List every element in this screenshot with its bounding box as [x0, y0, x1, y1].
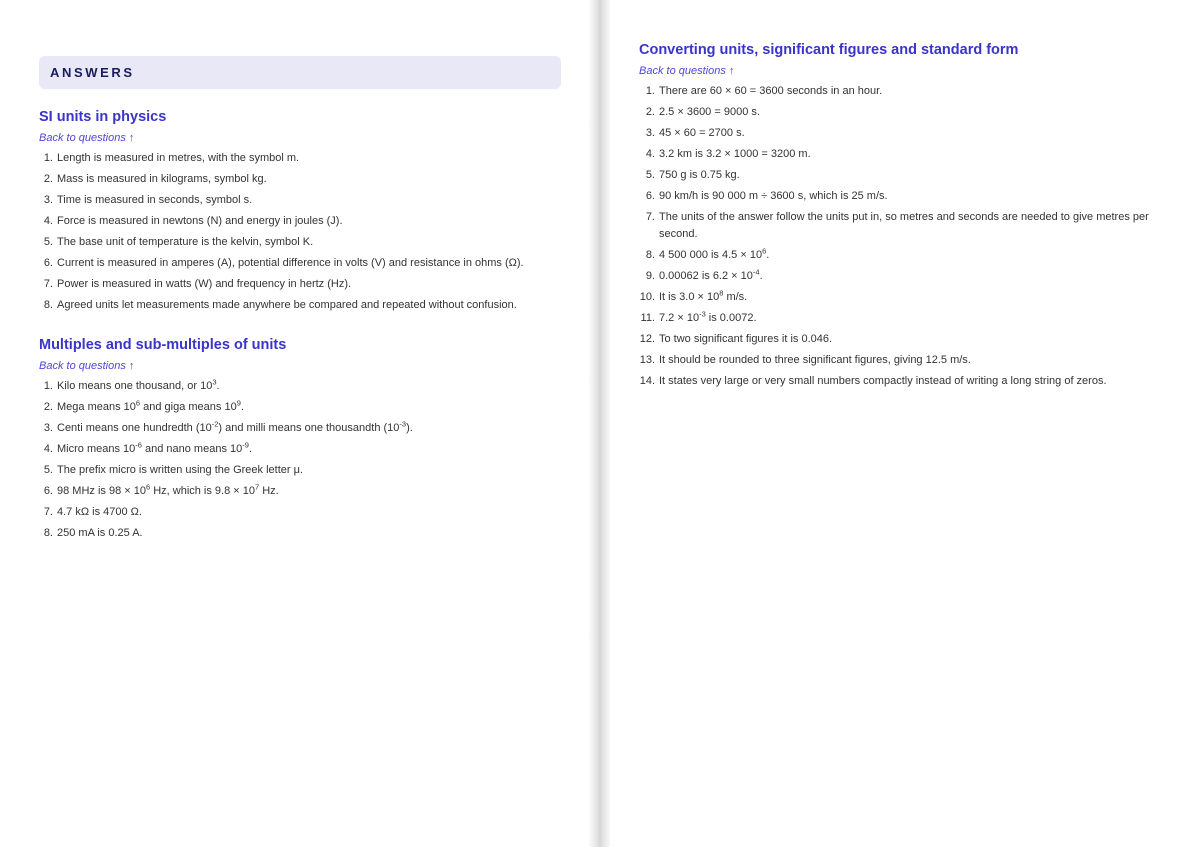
answer-number: 5.: [43, 464, 53, 476]
answer-list: [39, 378, 579, 546]
answer-text: Current is measured in amperes (A), potential difference in volts (V) and resistance in ohms (Ω).: [57, 257, 524, 269]
answers-banner: [39, 56, 561, 89]
answer-number: 6.: [645, 190, 655, 202]
answer-number: 2.: [645, 106, 655, 118]
answer-text: Micro means $10^{-6}$ and nano means $10^{-9}$.: [57, 440, 252, 455]
answer-item: [39, 297, 579, 318]
answer-item: [639, 83, 1189, 104]
answer-item: [639, 104, 1189, 125]
answer-item: [39, 420, 579, 441]
answer-item: [639, 268, 1189, 289]
section-title: Converting units, significant figures and standard form: [639, 42, 1019, 58]
section-multiples: [39, 336, 579, 546]
answer-number: 3.: [43, 422, 53, 434]
answer-text: 0.00062 is $6.2 \times 10^{-4}$.: [659, 267, 763, 282]
answer-number: 6.: [43, 257, 53, 269]
section-converting-units: [639, 41, 1189, 394]
answer-number: 5.: [43, 236, 53, 248]
back-to-questions-link[interactable]: Back to questions ↑: [39, 360, 135, 372]
answer-number: 8.: [43, 299, 53, 311]
answer-text: 90 km/h is 90 000 m ÷ 3600 s, which is 25 m/s.: [659, 190, 888, 202]
answer-text: Mass is measured in kilograms, symbol kg.: [57, 173, 267, 185]
answer-number: 12.: [639, 333, 655, 345]
answer-text: Power is measured in watts (W) and frequency in hertz (Hz).: [57, 278, 352, 290]
answer-item: [39, 399, 579, 420]
answer-item: [39, 213, 579, 234]
answer-number: 7.: [645, 211, 655, 223]
answer-number: 6.: [43, 485, 53, 497]
back-to-questions-link[interactable]: Back to questions ↑: [39, 132, 135, 144]
answer-list: [639, 83, 1189, 394]
answer-item: [39, 150, 579, 171]
answer-item: [639, 188, 1189, 209]
answer-number: 8.: [645, 249, 655, 261]
answer-text: 45 × 60 = 2700 s.: [659, 127, 745, 139]
answer-text: Kilo means one thousand, or $10^3$.: [57, 377, 220, 392]
answer-item: [39, 192, 579, 213]
answer-text: The base unit of temperature is the kelvin, symbol K.: [57, 236, 314, 248]
answer-number: 2.: [43, 173, 53, 185]
answer-number: 9.: [645, 270, 655, 282]
answer-text: It should be rounded to three significant figures, giving 12.5 m/s.: [659, 354, 971, 366]
answer-number: 1.: [43, 152, 53, 164]
answer-item: [39, 276, 579, 297]
answer-number: 5.: [645, 169, 655, 181]
section-title: SI units in physics: [39, 109, 167, 125]
answer-text: 98 MHz is $98 \times 10^6$ Hz, which is $9.8 \times 10^7$ Hz.: [57, 482, 279, 497]
answer-text: The prefix micro is written using the Greek letter μ.: [57, 464, 303, 476]
answer-number: 13.: [639, 354, 655, 366]
answer-number: 4.: [43, 443, 53, 455]
answer-number: 4.: [43, 215, 53, 227]
answer-number: 1.: [645, 85, 655, 97]
answer-item: [39, 504, 579, 525]
answer-text: It is $3.0 \times 10^8$ m/s.: [659, 288, 748, 303]
answer-text: $7.2 \times 10^{-3}$ is 0.0072.: [659, 309, 757, 324]
answer-item: [639, 352, 1189, 373]
answer-item: [39, 441, 579, 462]
answer-item: [39, 234, 579, 255]
answer-text: 3.2 km is 3.2 × 1000 = 3200 m.: [659, 148, 811, 160]
answer-text: Mega means $10^6$ and giga means $10^9$.: [57, 398, 244, 413]
answer-text: Length is measured in metres, with the symbol m.: [57, 152, 300, 164]
section-title: Multiples and sub-multiples of units: [39, 337, 287, 353]
answer-text: 250 mA is 0.25 A.: [57, 527, 143, 539]
left-page: [0, 0, 590, 847]
answer-number: 3.: [43, 194, 53, 206]
answer-number: 2.: [43, 401, 53, 413]
answer-number: 10.: [639, 291, 655, 303]
answer-item: [39, 171, 579, 192]
answer-number: 7.: [43, 506, 53, 518]
answer-text: The units of the answer follow the units put in, so metres and seconds are needed to give metres per second.: [659, 211, 1149, 240]
answer-text: Centi means one hundredth $(10^{-2})$ and milli means one thousandth $(10^{-3})$.: [57, 419, 413, 434]
answer-number: 4.: [645, 148, 655, 160]
answer-item: [639, 146, 1189, 167]
right-page: [610, 0, 1200, 847]
answer-item: [639, 331, 1189, 352]
answer-text: 4 500 000 is $4.5 \times 10^6$.: [659, 246, 770, 261]
answers-heading: ANSWERS: [50, 65, 135, 80]
book-gutter: [588, 0, 612, 847]
answer-number: 14.: [639, 375, 655, 387]
back-to-questions-link[interactable]: Back to questions ↑: [639, 65, 735, 77]
answer-text: 2.5 × 3600 = 9000 s.: [659, 106, 760, 118]
answer-item: [39, 255, 579, 276]
answer-item: [639, 247, 1189, 268]
answer-text: 4.7 kΩ is 4700 Ω.: [57, 506, 142, 518]
answer-list: [39, 150, 579, 318]
answer-item: [39, 378, 579, 399]
answer-number: 8.: [43, 527, 53, 539]
answer-text: Time is measured in seconds, symbol s.: [57, 194, 253, 206]
answer-text: It states very large or very small numbers compactly instead of writing a long string of zeros.: [659, 375, 1107, 387]
answer-item: [639, 167, 1189, 188]
answer-number: 1.: [43, 380, 53, 392]
answer-text: To two significant figures it is 0.046.: [659, 333, 833, 345]
answer-item: [639, 209, 1189, 247]
answer-text: Agreed units let measurements made anywhere be compared and repeated without confusion.: [57, 299, 517, 311]
answer-item: [639, 373, 1189, 394]
answer-item: [39, 483, 579, 504]
answer-number: 3.: [645, 127, 655, 139]
answer-item: [639, 125, 1189, 146]
answer-item: [39, 525, 579, 546]
section-si-units: [39, 108, 579, 318]
answer-text: Force is measured in newtons (N) and energy in joules (J).: [57, 215, 343, 227]
answer-item: [639, 310, 1189, 331]
answer-number: 11.: [640, 312, 655, 324]
answer-number: 7.: [43, 278, 53, 290]
answer-text: There are 60 × 60 = 3600 seconds in an hour.: [659, 85, 883, 97]
answer-item: [639, 289, 1189, 310]
answer-text: 750 g is 0.75 kg.: [659, 169, 740, 181]
answer-item: [39, 462, 579, 483]
